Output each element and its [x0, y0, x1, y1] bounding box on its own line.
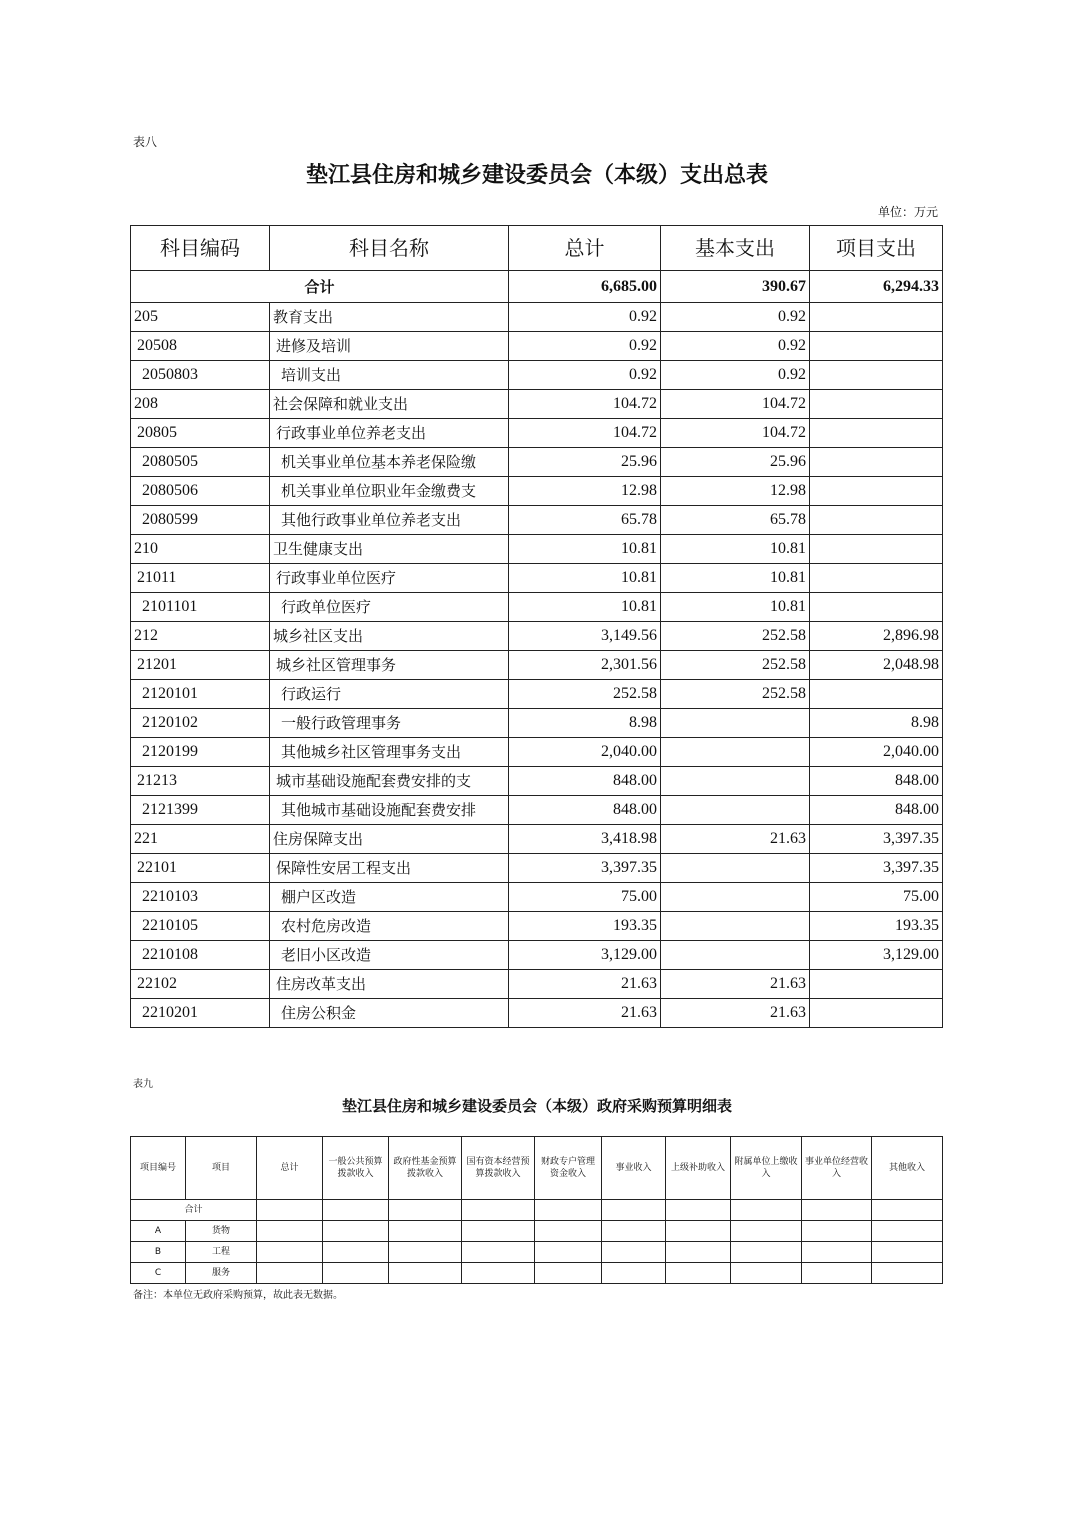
empty-cell [257, 1263, 323, 1284]
empty-cell [535, 1242, 602, 1263]
basic-value: 252.58 [661, 651, 810, 680]
subject-code: 2210108 [131, 941, 270, 970]
total-basic: 390.67 [661, 271, 810, 303]
total-value: 3,129.00 [509, 941, 661, 970]
item-name: 工程 [186, 1242, 257, 1263]
table9-label: 表九 [133, 1079, 153, 1090]
table9-note: 备注：本单位无政府采购预算，故此表无数据。 [133, 1290, 343, 1301]
basic-value: 21.63 [661, 999, 810, 1028]
table-row [131, 709, 943, 738]
basic-value: 12.98 [661, 477, 810, 506]
basic-value: 65.78 [661, 506, 810, 535]
subject-name: 教育支出 [270, 303, 509, 332]
empty-cell [389, 1242, 462, 1263]
table9-header-cell: 其他收入 [872, 1137, 943, 1200]
subject-name: 老旧小区改造 [270, 941, 509, 970]
table9-header-cell: 一般公共预算拨款收入 [323, 1137, 389, 1200]
basic-value: 10.81 [661, 593, 810, 622]
basic-value [661, 883, 810, 912]
table-row [131, 593, 943, 622]
empty-cell [602, 1242, 666, 1263]
empty-cell [666, 1263, 731, 1284]
subject-name: 卫生健康支出 [270, 535, 509, 564]
basic-value: 10.81 [661, 564, 810, 593]
table-row [131, 796, 943, 825]
project-value [810, 564, 943, 593]
empty-cell [323, 1221, 389, 1242]
subject-code: 2210201 [131, 999, 270, 1028]
table9-total-label: 合计 [131, 1200, 257, 1221]
subject-code: 20508 [131, 332, 270, 361]
empty-cell [802, 1263, 872, 1284]
table-row [131, 651, 943, 680]
subject-name: 其他城市基础设施配套费安排 [270, 796, 509, 825]
table-row [131, 390, 943, 419]
subject-code: 2101101 [131, 593, 270, 622]
subject-code: 20805 [131, 419, 270, 448]
empty-cell [602, 1221, 666, 1242]
subject-name: 住房公积金 [270, 999, 509, 1028]
table-row [131, 303, 943, 332]
basic-value [661, 941, 810, 970]
project-value [810, 390, 943, 419]
basic-value: 21.63 [661, 825, 810, 854]
subject-code: 22102 [131, 970, 270, 999]
table9-header-cell: 项目 [186, 1137, 257, 1200]
table9-header-row [131, 1137, 943, 1200]
table9-header-cell: 财政专户管理资金收入 [535, 1137, 602, 1200]
total-value: 0.92 [509, 361, 661, 390]
table-row [131, 854, 943, 883]
table8-title: 垫江县住房和城乡建设委员会（本级）支出总表 [305, 163, 768, 188]
table8-total-row [131, 271, 943, 303]
project-value: 2,896.98 [810, 622, 943, 651]
project-value: 193.35 [810, 912, 943, 941]
project-value [810, 419, 943, 448]
subject-name: 社会保障和就业支出 [270, 390, 509, 419]
total-value: 0.92 [509, 332, 661, 361]
basic-value: 104.72 [661, 419, 810, 448]
empty-cell [602, 1200, 666, 1221]
table8-label: 表八 [133, 135, 158, 149]
header-basic-expenditure: 基本支出 [661, 226, 810, 271]
table-row [131, 1242, 943, 1263]
basic-value: 104.72 [661, 390, 810, 419]
empty-cell [802, 1221, 872, 1242]
empty-cell [731, 1200, 802, 1221]
empty-cell [323, 1200, 389, 1221]
empty-cell [731, 1263, 802, 1284]
total-value: 193.35 [509, 912, 661, 941]
empty-cell [666, 1200, 731, 1221]
total-value: 21.63 [509, 970, 661, 999]
subject-name: 农村危房改造 [270, 912, 509, 941]
total-value: 75.00 [509, 883, 661, 912]
total-value: 252.58 [509, 680, 661, 709]
subject-code: 2121399 [131, 796, 270, 825]
project-value [810, 448, 943, 477]
total-value: 3,418.98 [509, 825, 661, 854]
item-code: C [131, 1263, 186, 1284]
total-value: 65.78 [509, 506, 661, 535]
project-value [810, 506, 943, 535]
project-value [810, 680, 943, 709]
item-code: B [131, 1242, 186, 1263]
table9-total-row [131, 1200, 943, 1221]
table-row [131, 332, 943, 361]
subject-code: 21011 [131, 564, 270, 593]
procurement-budget-table [130, 1136, 943, 1284]
basic-value [661, 796, 810, 825]
table9-title: 垫江县住房和城乡建设委员会（本级）政府采购预算明细表 [341, 1097, 732, 1115]
subject-code: 221 [131, 825, 270, 854]
basic-value: 252.58 [661, 622, 810, 651]
empty-cell [666, 1221, 731, 1242]
subject-name: 住房改革支出 [270, 970, 509, 999]
subject-name: 棚户区改造 [270, 883, 509, 912]
table-row [131, 970, 943, 999]
table-row [131, 912, 943, 941]
empty-cell [462, 1200, 535, 1221]
subject-code: 2080506 [131, 477, 270, 506]
empty-cell [389, 1200, 462, 1221]
project-value: 75.00 [810, 883, 943, 912]
table9-header-cell: 附属单位上缴收入 [731, 1137, 802, 1200]
table9-header-cell: 上级补助收入 [666, 1137, 731, 1200]
subject-code: 210 [131, 535, 270, 564]
table-row [131, 1263, 943, 1284]
header-subject-name: 科目名称 [270, 226, 509, 271]
table9-header-cell: 事业收入 [602, 1137, 666, 1200]
table9-header-cell: 国有资本经营预算拨款收入 [462, 1137, 535, 1200]
table-row [131, 622, 943, 651]
subject-code: 22101 [131, 854, 270, 883]
empty-cell [462, 1221, 535, 1242]
subject-name: 住房保障支出 [270, 825, 509, 854]
basic-value [661, 738, 810, 767]
total-value: 3,149.56 [509, 622, 661, 651]
table-row [131, 999, 943, 1028]
total-value: 848.00 [509, 796, 661, 825]
total-value: 848.00 [509, 767, 661, 796]
subject-name: 一般行政管理事务 [270, 709, 509, 738]
basic-value [661, 912, 810, 941]
empty-cell [666, 1242, 731, 1263]
basic-value [661, 854, 810, 883]
table-row [131, 361, 943, 390]
total-value: 2,040.00 [509, 738, 661, 767]
total-value: 10.81 [509, 593, 661, 622]
empty-cell [323, 1263, 389, 1284]
subject-code: 21201 [131, 651, 270, 680]
empty-cell [323, 1242, 389, 1263]
empty-cell [389, 1221, 462, 1242]
table-row [131, 477, 943, 506]
table8-header-row [131, 226, 943, 271]
basic-value: 10.81 [661, 535, 810, 564]
subject-code: 2120102 [131, 709, 270, 738]
basic-value: 21.63 [661, 970, 810, 999]
project-value: 8.98 [810, 709, 943, 738]
total-value: 10.81 [509, 564, 661, 593]
table-row [131, 1221, 943, 1242]
total-sum: 6,685.00 [509, 271, 661, 303]
subject-name: 城乡社区管理事务 [270, 651, 509, 680]
basic-value: 25.96 [661, 448, 810, 477]
subject-code: 2210105 [131, 912, 270, 941]
project-value [810, 332, 943, 361]
table-row [131, 941, 943, 970]
empty-cell [731, 1242, 802, 1263]
empty-cell [535, 1263, 602, 1284]
subject-code: 212 [131, 622, 270, 651]
subject-name: 进修及培训 [270, 332, 509, 361]
project-value [810, 999, 943, 1028]
subject-code: 208 [131, 390, 270, 419]
basic-value: 0.92 [661, 361, 810, 390]
project-value: 3,129.00 [810, 941, 943, 970]
project-value: 848.00 [810, 796, 943, 825]
project-value: 3,397.35 [810, 825, 943, 854]
item-code: A [131, 1221, 186, 1242]
empty-cell [872, 1200, 943, 1221]
total-project: 6,294.33 [810, 271, 943, 303]
total-value: 0.92 [509, 303, 661, 332]
table-row [131, 419, 943, 448]
table9-header-cell: 项目编号 [131, 1137, 186, 1200]
subject-code: 2120199 [131, 738, 270, 767]
basic-value [661, 767, 810, 796]
subject-name: 培训支出 [270, 361, 509, 390]
project-value [810, 361, 943, 390]
table-row [131, 767, 943, 796]
total-label: 合计 [131, 271, 509, 303]
project-value: 848.00 [810, 767, 943, 796]
empty-cell [872, 1263, 943, 1284]
table-row [131, 680, 943, 709]
table-row [131, 564, 943, 593]
empty-cell [602, 1263, 666, 1284]
table9-header-cell: 事业单位经营收入 [802, 1137, 872, 1200]
empty-cell [802, 1242, 872, 1263]
basic-value: 0.92 [661, 332, 810, 361]
header-project-expenditure: 项目支出 [810, 226, 943, 271]
subject-code: 2210103 [131, 883, 270, 912]
empty-cell [389, 1263, 462, 1284]
table-row [131, 535, 943, 564]
subject-name: 行政事业单位医疗 [270, 564, 509, 593]
project-value: 2,040.00 [810, 738, 943, 767]
subject-code: 2050803 [131, 361, 270, 390]
subject-name: 行政事业单位养老支出 [270, 419, 509, 448]
table9-header-cell: 总计 [257, 1137, 323, 1200]
table-row [131, 506, 943, 535]
project-value [810, 970, 943, 999]
empty-cell [462, 1263, 535, 1284]
subject-name: 城乡社区支出 [270, 622, 509, 651]
item-name: 货物 [186, 1221, 257, 1242]
subject-code: 2120101 [131, 680, 270, 709]
table-row [131, 883, 943, 912]
subject-code: 2080505 [131, 448, 270, 477]
table9-header-cell: 政府性基金预算拨款收入 [389, 1137, 462, 1200]
empty-cell [872, 1242, 943, 1263]
basic-value [661, 709, 810, 738]
total-value: 104.72 [509, 390, 661, 419]
table-row [131, 738, 943, 767]
subject-code: 21213 [131, 767, 270, 796]
subject-name: 机关事业单位职业年金缴费支 [270, 477, 509, 506]
subject-name: 保障性安居工程支出 [270, 854, 509, 883]
total-value: 2,301.56 [509, 651, 661, 680]
empty-cell [535, 1200, 602, 1221]
table-row [131, 448, 943, 477]
project-value: 3,397.35 [810, 854, 943, 883]
project-value: 2,048.98 [810, 651, 943, 680]
subject-name: 其他城乡社区管理事务支出 [270, 738, 509, 767]
total-value: 25.96 [509, 448, 661, 477]
project-value [810, 593, 943, 622]
header-subject-code: 科目编码 [131, 226, 270, 271]
total-value: 3,397.35 [509, 854, 661, 883]
empty-cell [257, 1200, 323, 1221]
empty-cell [257, 1242, 323, 1263]
empty-cell [802, 1200, 872, 1221]
subject-code: 205 [131, 303, 270, 332]
subject-name: 行政单位医疗 [270, 593, 509, 622]
subject-name: 行政运行 [270, 680, 509, 709]
item-name: 服务 [186, 1263, 257, 1284]
subject-name: 城市基础设施配套费安排的支 [270, 767, 509, 796]
total-value: 10.81 [509, 535, 661, 564]
total-value: 12.98 [509, 477, 661, 506]
total-value: 8.98 [509, 709, 661, 738]
empty-cell [731, 1221, 802, 1242]
empty-cell [257, 1221, 323, 1242]
empty-cell [872, 1221, 943, 1242]
empty-cell [535, 1221, 602, 1242]
unit-label: 单位：万元 [877, 205, 938, 219]
subject-name: 机关事业单位基本养老保险缴 [270, 448, 509, 477]
project-value [810, 535, 943, 564]
basic-value: 0.92 [661, 303, 810, 332]
table-row [131, 825, 943, 854]
total-value: 21.63 [509, 999, 661, 1028]
header-total: 总计 [509, 226, 661, 271]
subject-code: 2080599 [131, 506, 270, 535]
expenditure-summary-table [130, 225, 943, 1028]
basic-value: 252.58 [661, 680, 810, 709]
project-value [810, 477, 943, 506]
empty-cell [462, 1242, 535, 1263]
project-value [810, 303, 943, 332]
total-value: 104.72 [509, 419, 661, 448]
subject-name: 其他行政事业单位养老支出 [270, 506, 509, 535]
